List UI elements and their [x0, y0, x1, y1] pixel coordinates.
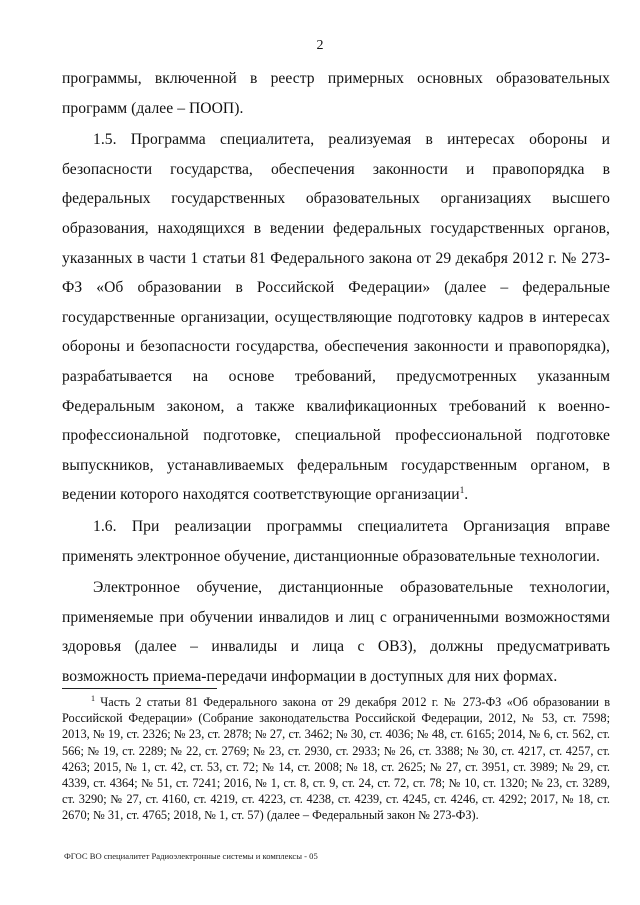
paragraph-electronic-learning: Электронное обучение, дистанционные образовательные технологии, применяемые при обучении инвалидов и лиц с ограниченными возможностями здоровья (далее – инвалиды и лица с ОВЗ), должны предусматривать возможность приема-передачи информации в доступных для них формах. [62, 579, 610, 685]
paragraph-1-5-end: . [464, 486, 469, 504]
paragraph-1-5 [62, 125, 610, 510]
footnote [62, 694, 610, 824]
footnote-reference: 1 [459, 485, 465, 496]
footnote-separator [62, 688, 217, 689]
page-number: 2 [316, 38, 324, 53]
footnote-marker: 1 [91, 693, 95, 703]
body-text [62, 64, 610, 691]
footnote-text: Часть 2 статьи 81 Федерального закона от 29 декабря 2012 г. № 273-ФЗ «Об образовании в Российской Федерации» (Собрание законодательства Российской Федерации, 2012, № 53, ст. 7598; 2013, № 19, ст. 2326; № 23, ст. 2878; № 27, ст. 3462; № 30, ст. 4036; № 48, ст. 6165; 2014, № 6, ст. 562, ст. 566; № 19, ст. 2289; № 22, ст. 2769; № 23, ст. 2930, ст. 2933; № 26, ст. 3388; № 30, ст. 4217, ст. 4257, ст. 4263; 2015, № 1, ст. 42, ст. 53, ст. 72; № 14, ст. 2008; № 18, ст. 2625; № 27, ст. 3951, ст. 3989; № 29, ст. 4339, ст. 4364; № 51, ст. 7241; 2016, № 1, ст. 8, ст. 9, ст. 24, ст. 72, ст. 78; № 10, ст. 1320; № 23, ст. 3289, ст. 3290; № 27, ст. 4160, ст. 4219, ст. 4223, ст. 4238, ст. 4239, ст. 4245, ст. 4246, ст. 4292; 2017, № 18, ст. 2670; № 31, ст. 4765; 2018, № 1, ст. 57) (далее – Федеральный закон № 273-ФЗ). [62, 695, 610, 823]
paragraph-continuation: программы, включенной в реестр примерных основных образовательных программ (далее – ПООП). [62, 70, 610, 117]
paragraph-1-5-text: 1.5. Программа специалитета, реализуемая в интересах обороны и безопасности государства, обеспечения законности и правопорядка в федеральных государственных образовательных организациях высшего образования, находящихся в ведении федеральных государственных органов, указанных в части 1 статьи 81 Федерального закона от 29 декабря 2012 г. № 273-ФЗ «Об образовании в Российской Федерации» (далее – федеральные государственные организации, осуществляющие подготовку кадров в интересах обороны и безопасности государства, обеспечения законности и правопорядка), разрабатывается на основе требований, предусмотренных указанным Федеральным законом, а также квалификационных требований к военно-профессиональной подготовке, специальной профессиональной подготовке выпускников, устанавливаемых федеральным государственным органом, в ведении которого находятся соответствующие организации [62, 131, 610, 504]
paragraph-1-6: 1.6. При реализации программы специалитета Организация вправе применять электронное обучение, дистанционные образовательные технологии. [62, 517, 610, 565]
page-footer: ФГОС ВО специалитет Радиоэлектронные системы и комплексы - 05 [64, 851, 318, 861]
